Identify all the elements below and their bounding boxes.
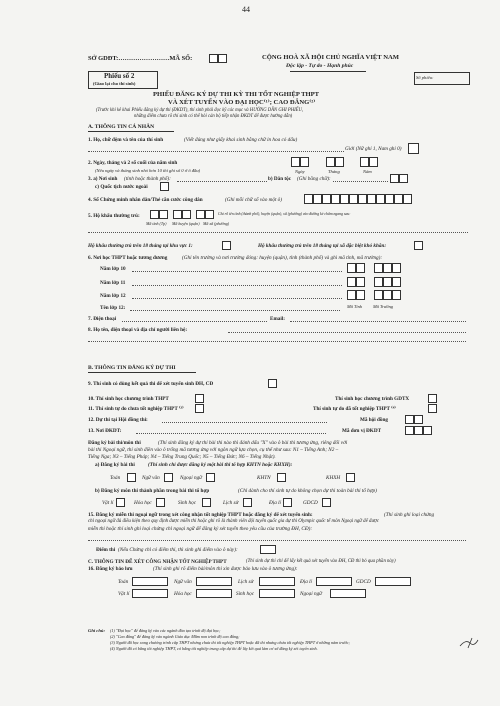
id-box-2[interactable] (313, 194, 322, 204)
birth-year-box-1[interactable] (360, 157, 369, 167)
tudo-label: Thí sinh tự do đã tốt nghiệp THPT ⁽⁴⁾ (313, 406, 396, 412)
month-label: Tháng (328, 169, 340, 174)
id-box-12[interactable] (403, 194, 412, 204)
q4-label: 4. Số Chứng minh nhân dân/Thẻ căn cước công dân (88, 197, 203, 203)
id-box-4[interactable] (331, 194, 340, 204)
keep-subject-label: Sinh học (236, 591, 255, 597)
q16-hint: (Thí sinh ghi rõ điểm bài/môn thi xin được bảo lưu vào ô tương ứng): (153, 566, 298, 572)
keep-subject-label: Ngữ văn (174, 579, 192, 585)
language-certificate-field[interactable] (88, 540, 466, 541)
ma-so-box-1[interactable] (209, 54, 218, 63)
kv1-label: Hộ khẩu thường trú trên 18 tháng tại khu vực 1: (88, 243, 193, 249)
keep-subject-box[interactable] (316, 577, 352, 586)
subject-a-box[interactable] (127, 473, 136, 482)
footnote-1: (1) "Đại học" để đăng ký vào các ngành đào tạo trình độ đại học; (110, 628, 221, 633)
certificate-score-box[interactable] (260, 545, 276, 554)
grade11-school-box-2[interactable] (383, 277, 392, 287)
birth-day-box-1[interactable] (291, 157, 300, 167)
q9-label: 9. Thí sinh có dùng kết quả thi để xét tuyển sinh ĐH, CĐ (88, 381, 214, 387)
dbkk-box[interactable] (414, 241, 423, 250)
subject-b-box[interactable] (322, 498, 331, 507)
keep-subject-box[interactable] (330, 589, 366, 598)
keep-subject-label: GDCD (356, 579, 371, 585)
contact-field-2[interactable] (88, 341, 466, 342)
q3a-label: 3. a) Nơi sinh (88, 176, 118, 182)
keep-subject-label: Địa lí (300, 579, 312, 585)
q5-hint: Ghi rõ tên tỉnh (thành phố), huyện (quận), xã (phường) vào đường kẻ chấm ngang sau: (218, 212, 351, 216)
subject-b-label: Vật lí (102, 500, 114, 506)
q14-label: Đăng ký bài thi/môn thi (88, 440, 141, 446)
q6-label: 6. Nơi học THPT hoặc tương đương (88, 255, 168, 261)
q7-label: 7. Điện thoại (88, 316, 117, 322)
q9-box[interactable] (268, 379, 277, 388)
grade12-school-box-2[interactable] (383, 290, 392, 300)
q10-label: 10. Thí sinh học chương trình THPT (88, 396, 169, 402)
q14b-hint: (Chỉ dành cho thí sinh tự do không chọn dự thi toàn bài thi tổ hợp) (238, 488, 377, 494)
q16-label: 16. Đăng ký bảo lưu (88, 566, 133, 572)
q14-hint-3: Tiếng Nga; N3 – Tiếng Pháp; N4 – Tiếng Trung Quốc; N5 – Tiếng Đức; N6 – Tiếng Nhật). (88, 454, 276, 460)
residence-address-field[interactable] (88, 232, 468, 233)
residence-ward-label: Mã xã (phường) (203, 221, 230, 226)
q12-label: 12. Dự thi tại Hội đồng thi: (88, 417, 148, 423)
q2-hint: (Nếu ngày và tháng sinh nhỏ hơn 10 thì ghi số 0 ở ô đầu) (95, 168, 201, 173)
section-c-title: C. THÔNG TIN ĐỂ XÉT CÔNG NHẬN TỐT NGHIỆP THPT (88, 559, 227, 565)
unit-code-box-2[interactable] (414, 426, 423, 435)
motto: Độc lập - Tự do - Hạnh phúc (286, 63, 354, 69)
email-field[interactable] (290, 321, 466, 322)
q13-label: 13. Nơi ĐKDT: (88, 428, 122, 434)
id-box-8[interactable] (367, 194, 376, 204)
council-code-box-1[interactable] (405, 415, 414, 424)
diem-thi-hint: (Nếu Chứng chỉ có điểm thi, thì sinh ghi điểm vào ô này): (118, 547, 238, 553)
subject-a-box[interactable] (164, 473, 173, 482)
form-title-line2: VÀ XÉT TUYỂN VÀO ĐẠI HỌC⁽¹⁾; CAO ĐẲNG⁽²⁾ (168, 99, 316, 106)
q14a-hint: (Thí sinh chỉ được đăng ký một bài thi tổ hợp KHTN hoặc KHXH): (148, 462, 293, 468)
q15-hint-2: chỉ ngoại ngữ đủ điều kiện theo quy định được miễn thi hoặc ghi rõ là thành viên đội tuyển quốc gia dự thi Olympic quốc tế môn Ngoại ngữ để được (88, 519, 379, 524)
contact-field[interactable] (228, 332, 466, 333)
keep-subject-label: Toán (118, 579, 129, 585)
subject-b-label: Hóa học (134, 500, 152, 506)
q1-label: 1. Họ, chữ đệm và tên của thí sinh (88, 137, 164, 143)
id-box-6[interactable] (349, 194, 358, 204)
footnote-2: (2) "Cao đẳng" để đăng ký vào ngành Giáo dục Mầm non trình độ cao đẳng; (110, 634, 240, 639)
residence-province-label: Mã tỉnh (Tp) (146, 221, 167, 226)
q10-box[interactable] (195, 394, 204, 403)
q15-hint-1: (Thí sinh ghi loại chứng (384, 512, 435, 518)
grade11-school-field[interactable] (132, 285, 342, 286)
grade10-province-box-2[interactable] (356, 263, 365, 273)
footnote-label: Ghi chú: (88, 628, 105, 633)
subject-a-label: Toán (110, 475, 121, 481)
grade10-province-box-1[interactable] (347, 263, 356, 273)
tudo-box[interactable] (428, 404, 437, 413)
ma-tinh-label: Mã Tỉnh (347, 304, 363, 309)
q3a-hint: (tỉnh hoặc thành phố): (124, 176, 171, 182)
unit-code-box-1[interactable] (405, 426, 414, 435)
keep-subject-label: Ngoại ngữ (300, 591, 322, 597)
keep-subject-box[interactable] (132, 577, 168, 586)
residence-district-label: Mã huyện (quận) (172, 221, 200, 226)
subject-b-box[interactable] (202, 498, 211, 507)
intro-note-1: (Trước khi kê khai Phiếu đăng ký dự thi (ĐKDT), thí sinh phải đọc kỹ các mục và HƯỚNG DẪN GHI PHIẾU, (96, 108, 304, 113)
q8-label: 8. Họ tên, điện thoại và địa chỉ người liên hệ: (88, 327, 188, 333)
q14-hint-2: bài thi Ngoại ngữ, thí sinh điền vào ô trống mã tương ứng với ngôn ngữ lựa chọn, cụ thể như sau: N1 – Tiếng Anh; N2 – (88, 447, 339, 453)
birth-year-box-2[interactable] (369, 157, 378, 167)
q1-hint: (Viết đúng như giấy khai sinh bằng chữ in hoa có dấu) (184, 137, 298, 143)
subject-b-box[interactable] (243, 498, 252, 507)
ma-so-box-2[interactable] (218, 54, 227, 63)
motto-underline (290, 71, 366, 72)
grade12-province-box-2[interactable] (356, 290, 365, 300)
grade11-school-box-3[interactable] (392, 277, 401, 287)
section-b-title: B. THÔNG TIN ĐĂNG KÝ DỰ THI (88, 365, 176, 371)
grade10-school-box-1[interactable] (374, 263, 383, 273)
dbkk-label: Hộ khẩu thường trú trên 18 tháng tại xã đặc biệt khó khăn: (258, 243, 387, 249)
q2-label: 2. Ngày, tháng và 2 số cuối của năm sinh (88, 160, 178, 166)
id-box-11[interactable] (394, 194, 403, 204)
subject-a-box[interactable] (277, 473, 286, 482)
gender-box[interactable] (408, 143, 419, 154)
form-number: Phiếu số 2 (104, 72, 135, 80)
q11-box[interactable] (195, 404, 204, 413)
keep-subject-box[interactable] (196, 577, 232, 586)
section-a-underline (88, 131, 174, 132)
country-name: CỘNG HOÀ XÃ HỘI CHỦ NGHĨA VIỆT NAM (262, 54, 399, 61)
unit-code-box-3[interactable] (423, 426, 432, 435)
subject-a-label: Ngữ văn (142, 475, 160, 481)
birthplace-field[interactable] (177, 181, 267, 182)
gender-label: Giới (Nữ ghi 1, Nam ghi 0) (345, 146, 402, 152)
ma-dv-label: Mã đơn vị ĐKDT (342, 428, 382, 434)
diem-thi-label: Điểm thi (96, 547, 116, 553)
keep-subject-label: Lịch sử (238, 579, 254, 585)
grade12-school-field[interactable] (132, 298, 342, 299)
class12-label: Tên lớp 12: (100, 305, 126, 311)
exam-council-field[interactable] (162, 422, 327, 423)
subject-b-label: Lịch sử (223, 500, 239, 506)
residence-province-box-2[interactable] (159, 210, 168, 219)
q11-label: 11. Thí sinh tự do chưa tốt nghiệp THPT ⁽³⁾ (88, 406, 184, 412)
keep-subject-box[interactable] (196, 589, 232, 598)
so-phieu-label: Số phiếu: (416, 75, 434, 80)
residence-ward-box-2[interactable] (205, 210, 214, 219)
q14b-label: b) Đăng ký môn thi thành phần trong bài thi tổ hợp (95, 488, 210, 494)
subject-a-label: Ngoại ngữ (180, 475, 202, 481)
subject-b-label: Địa lí (269, 500, 281, 506)
ethnicity-box-2[interactable] (399, 174, 408, 183)
id-box-5[interactable] (340, 194, 349, 204)
intro-note-2: những điểm chưa rõ thí sinh có thể hỏi cán bộ tiếp nhận ĐKDT để được hướng dẫn) (134, 114, 293, 119)
birth-month-box-2[interactable] (335, 157, 344, 167)
grade12-school-box-1[interactable] (374, 290, 383, 300)
ethnicity-field[interactable] (333, 181, 388, 182)
q14a-label: a) Đăng ký bài thi (95, 462, 135, 468)
id-box-3[interactable] (322, 194, 331, 204)
grade11-label: Năm lớp 11 (100, 280, 126, 286)
subject-b-box[interactable] (156, 498, 165, 507)
section-a-title: A. THÔNG TIN CÁ NHÂN (88, 124, 155, 130)
phone-field[interactable] (122, 321, 267, 322)
subject-b-box[interactable] (116, 498, 125, 507)
email-label: Email: (270, 316, 285, 322)
id-box-10[interactable] (385, 194, 394, 204)
keep-subject-label: Hóa học (174, 591, 192, 597)
q15-hint-3: miễn thi hoặc thí sinh ghi loại chứng chỉ ngoại ngữ để đăng ký xét tuyển theo yêu cầu của trường ĐH, CĐ): (88, 526, 313, 532)
keep-subject-box[interactable] (132, 589, 168, 598)
keep-subject-box[interactable] (259, 577, 295, 586)
signature-mark (458, 636, 480, 650)
q5-label: 5. Hộ khẩu thường trú: (88, 213, 140, 219)
grade10-school-box-3[interactable] (392, 263, 401, 273)
keep-subject-box[interactable] (375, 577, 411, 586)
grade11-province-box-2[interactable] (356, 277, 365, 287)
q14-hint-1: (Thí sinh đăng ký dự thi bài thi nào thì đánh dấu "X" vào ô bài thi tương ứng, riêng đối với (158, 440, 348, 446)
gdtx-label: Thí sinh học chương trình GDTX (335, 396, 410, 402)
gdtx-box[interactable] (428, 394, 437, 403)
q6-hint: (Ghi tên trường và nơi trường đóng: huyện (quận), tỉnh (thành phố) và ghi mã tỉnh, mã trường): (182, 255, 383, 261)
foreign-nationality-box[interactable] (160, 182, 169, 191)
subject-b-label: Sinh học (178, 500, 197, 506)
ma-truong-label: Mã Trường (373, 304, 393, 309)
keep-subject-label: Vật lí (118, 591, 130, 597)
full-name-field[interactable] (88, 151, 344, 152)
id-box-1[interactable] (304, 194, 313, 204)
subject-b-box[interactable] (283, 498, 292, 507)
class12-field[interactable] (130, 310, 340, 311)
grade11-school-box-1[interactable] (374, 277, 383, 287)
id-box-9[interactable] (376, 194, 385, 204)
residence-district-box-1[interactable] (173, 210, 182, 219)
kv1-box[interactable] (222, 241, 231, 250)
grade10-label: Năm lớp 10 (100, 266, 126, 272)
subject-a-box[interactable] (206, 473, 215, 482)
q3b-label: b) Dân tộc (268, 176, 292, 182)
q3b-hint: (Ghi bằng chữ): (297, 176, 331, 182)
subject-a-label: KHTN (257, 475, 271, 481)
year-label: Năm (363, 169, 372, 174)
grade10-school-field[interactable] (132, 271, 342, 272)
q3c-label: c) Quốc tịch nước ngoài (95, 184, 148, 190)
subject-b-label: GDCD (303, 500, 318, 506)
q15-label: 15. Đăng ký miễn thi ngoại ngữ trong xét công nhận tốt nghiệp THPT hoặc đăng ký để xét tuyển sinh: (88, 512, 313, 518)
footnote-3: (3) Người đã học xong chương trình cấp THPT nhưng chưa thi tốt nghiệp THPT hoặc đã thi nhưng chưa tốt nghiệp THPT ở những năm trước; (110, 640, 350, 645)
form-number-sub: (Giao lại cho thí sinh) (93, 81, 136, 86)
keep-subject-box[interactable] (259, 589, 295, 598)
residence-district-box-2[interactable] (182, 210, 191, 219)
residence-province-box-1[interactable] (150, 210, 159, 219)
birth-day-box-2[interactable] (300, 157, 309, 167)
grade10-school-box-2[interactable] (383, 263, 392, 273)
registration-place-field[interactable] (136, 433, 326, 434)
section-b-underline (88, 372, 196, 373)
grade12-label: Năm lớp 12 (100, 293, 126, 299)
grade12-province-box-1[interactable] (347, 290, 356, 300)
section-c-hint: (Thí sinh dự thi chỉ để lấy kết quả xét tuyển vào ĐH, CĐ thì bỏ qua phần này) (246, 559, 396, 564)
grade12-school-box-3[interactable] (392, 290, 401, 300)
q4-hint: (Ghi mỗi chữ số vào một ô) (225, 197, 283, 203)
so-gddt-label: SỞ GDĐT:……………………MÃ SỐ: (88, 55, 193, 62)
form-title-line1: PHIẾU ĐĂNG KÝ DỰ THI KỲ THI TỐT NGHIỆP THPT (153, 91, 320, 98)
birth-month-box-1[interactable] (326, 157, 335, 167)
footnote-4: (4) Người đã có bằng tốt nghiệp THPT, có bằng tốt nghiệp trung cấp dự thi để lấy kết quả làm cơ sở đăng ký xét tuyển sinh. (110, 646, 318, 651)
day-label: Ngày (295, 169, 305, 174)
ma-hd-label: Mã hội đồng (360, 417, 388, 423)
subject-a-box[interactable] (346, 473, 355, 482)
id-box-7[interactable] (358, 194, 367, 204)
residence-ward-box-1[interactable] (196, 210, 205, 219)
grade11-province-box-1[interactable] (347, 277, 356, 287)
subject-a-label: KHXH (326, 475, 341, 481)
ethnicity-box-1[interactable] (390, 174, 399, 183)
council-code-box-2[interactable] (414, 415, 423, 424)
page-number: 44 (242, 5, 250, 14)
